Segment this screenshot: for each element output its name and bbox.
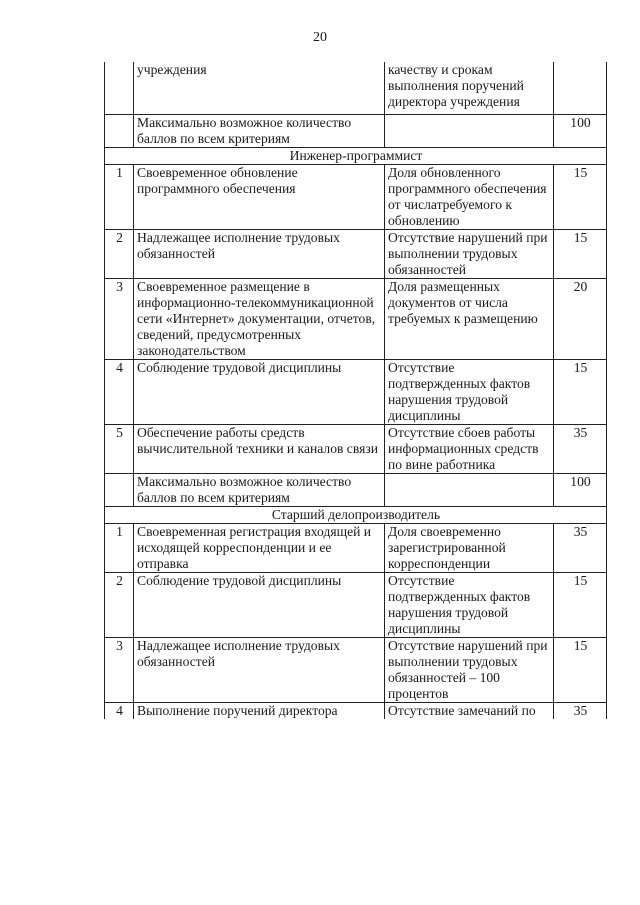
criterion-name-cell: учреждения (134, 62, 385, 115)
table-row (105, 703, 607, 720)
criterion-name-cell: Соблюдение трудовой дисциплины (134, 360, 385, 425)
criterion-measure-cell: Доля размещенных документов от числа требуемых к размещению (385, 279, 554, 360)
row-number-cell: 1 (105, 524, 134, 573)
criterion-measure-cell (385, 474, 554, 507)
criterion-measure-cell: Доля обновленного программного обеспечения от числатребуемого к обновлению (385, 165, 554, 230)
row-number-cell (105, 62, 134, 115)
criterion-measure-cell: Отсутствие подтвержденных фактов нарушения трудовой дисциплины (385, 573, 554, 638)
criterion-measure-cell: Отсутствие нарушений при выполнении трудовых обязанностей – 100 процентов (385, 638, 554, 703)
row-number-cell: 4 (105, 360, 134, 425)
criterion-name-cell: Выполнение поручений директора (134, 703, 385, 720)
table-row (105, 425, 607, 474)
criterion-score-cell: 35 (554, 524, 607, 573)
criteria-table (104, 62, 607, 719)
criterion-measure-cell: качеству и срокам выполнения поручений директора учреждения (385, 62, 554, 115)
table-row (105, 573, 607, 638)
row-number-cell (105, 115, 134, 148)
row-number-cell: 3 (105, 279, 134, 360)
total-score-cell: 100 (554, 115, 607, 148)
criterion-score-cell: 15 (554, 638, 607, 703)
row-number-cell: 2 (105, 230, 134, 279)
table-row (105, 638, 607, 703)
criterion-name-cell: Соблюдение трудовой дисциплины (134, 573, 385, 638)
criterion-name-cell: Надлежащее исполнение трудовых обязанностей (134, 230, 385, 279)
criterion-name-cell: Своевременная регистрация входящей и исходящей корреспонденции и ее отправка (134, 524, 385, 573)
criterion-score-cell (554, 62, 607, 115)
total-label-cell: Максимально возможное количество баллов по всем критериям (134, 115, 385, 148)
criterion-name-cell: Надлежащее исполнение трудовых обязанностей (134, 638, 385, 703)
criterion-name-cell: Своевременное размещение в информационно-телекоммуникационной сети «Интернет» документации, отчетов, сведений, предусмотренных законодательством (134, 279, 385, 360)
criterion-score-cell: 15 (554, 165, 607, 230)
row-number-cell: 2 (105, 573, 134, 638)
criterion-measure-cell: Отсутствие замечаний по (385, 703, 554, 720)
table-row (105, 279, 607, 360)
criterion-score-cell: 15 (554, 360, 607, 425)
table-row-continuation (105, 62, 607, 115)
table-row (105, 524, 607, 573)
table-row (105, 230, 607, 279)
row-number-cell: 1 (105, 165, 134, 230)
criterion-score-cell: 20 (554, 279, 607, 360)
criterion-measure-cell: Доля своевременно зарегистрированной корреспонденции (385, 524, 554, 573)
section-title: Старший делопроизводитель (105, 507, 607, 524)
criterion-score-cell: 35 (554, 703, 607, 720)
criterion-score-cell: 15 (554, 230, 607, 279)
total-label-cell: Максимально возможное количество баллов по всем критериям (134, 474, 385, 507)
criterion-measure-cell: Отсутствие подтвержденных фактов нарушения трудовой дисциплины (385, 360, 554, 425)
row-number-cell: 5 (105, 425, 134, 474)
row-number-cell (105, 474, 134, 507)
criterion-name-cell: Обеспечение работы средств вычислительной техники и каналов связи (134, 425, 385, 474)
table-row-total (105, 474, 607, 507)
section-title: Инженер-программист (105, 148, 607, 165)
table-row-total (105, 115, 607, 148)
criterion-measure-cell (385, 115, 554, 148)
row-number-cell: 3 (105, 638, 134, 703)
section-header-row (105, 148, 607, 165)
total-score-cell: 100 (554, 474, 607, 507)
row-number-cell: 4 (105, 703, 134, 720)
criterion-measure-cell: Отсутствие сбоев работы информационных средств по вине работника (385, 425, 554, 474)
table-row (105, 360, 607, 425)
table-row (105, 165, 607, 230)
criterion-measure-cell: Отсутствие нарушений при выполнении трудовых обязанностей (385, 230, 554, 279)
criterion-name-cell: Своевременное обновление программного обеспечения (134, 165, 385, 230)
section-header-row (105, 507, 607, 524)
criterion-score-cell: 35 (554, 425, 607, 474)
criterion-score-cell: 15 (554, 573, 607, 638)
page-number: 20 (313, 30, 327, 45)
